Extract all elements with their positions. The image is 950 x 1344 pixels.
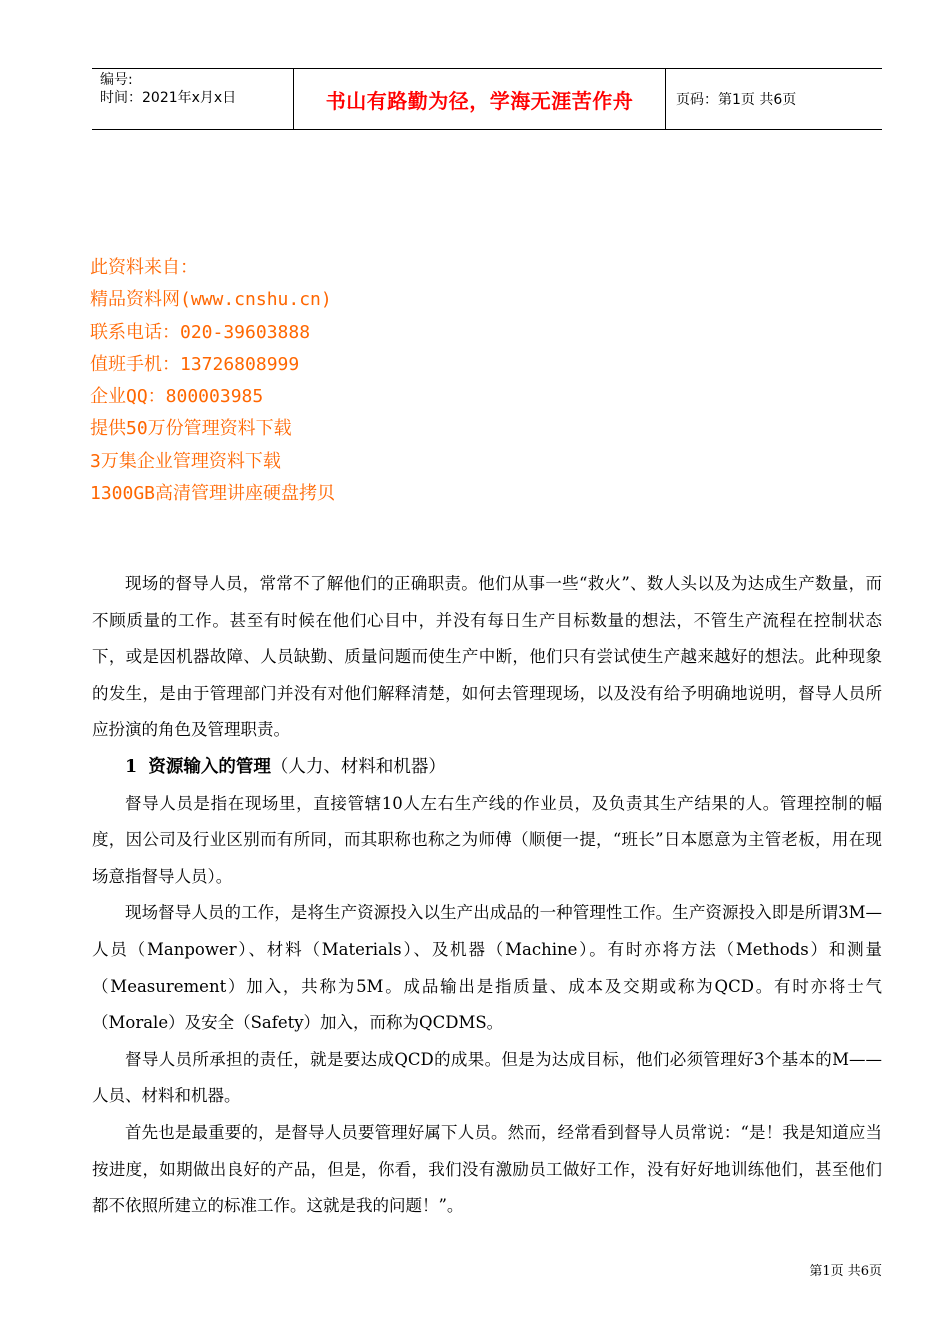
header-motto: 书山有路勤为径，学海无涯苦作舟 <box>325 88 634 113</box>
time-label: 时间：2021年x月x日 <box>100 90 237 106</box>
header-motto-cell <box>294 69 666 129</box>
promo-line: 此资料来自： <box>90 257 198 278</box>
page-header <box>92 68 882 130</box>
promo-line: 提供50万份管理资料下载 <box>90 418 292 440</box>
section-title: 资源输入的管理 <box>148 756 271 777</box>
paragraph: 首先也是最重要的，是督导人员要管理好属下人员。然而，经常看到督导人员常说：“是！我是知道应当按进度，如期做出良好的产品，但是，你看，我们没有激励员工做好工作，没有好好地训练他们，甚至他们都不依照所建立的标准工作。这就是我的问题！”。 <box>92 1122 882 1216</box>
paragraph: 现场督导人员的工作，是将生产资源投入以生产出成品的一种管理性工作。生产资源投入即是所谓3M—人员（Manpower）、材料（Materials）、及机器（Machine）。有时亦将方法（Methods）和测量（Measurement）加入，共称为5M。成品输出是指质量、成本及交期或称为QCD。有时亦将士气（Morale）及安全（Safety）加入，而称为QCDMS。 <box>92 903 882 1033</box>
promo-line: 企业QQ：800003985 <box>90 386 264 408</box>
document-body <box>92 566 882 1225</box>
number-label: 编号: <box>100 72 133 88</box>
promo-line: 精品资料网(www.cnshu.cn) <box>90 289 332 311</box>
promo-block <box>90 252 335 510</box>
paragraph: 督导人员所承担的责任，就是要达成QCD的成果。但是为达成目标，他们必须管理好3个基本的M——人员、材料和机器。 <box>92 1049 882 1106</box>
promo-line: 1300GB高清管理讲座硬盘拷贝 <box>90 483 336 505</box>
page-footer: 第1页 共6页 <box>809 1264 882 1279</box>
section-subtitle: （人力、材料和机器） <box>270 756 446 777</box>
promo-line: 联系电话：020-39603888 <box>90 321 311 343</box>
section-number: 1 <box>125 756 138 777</box>
promo-line: 值班手机：13726808999 <box>90 353 300 375</box>
header-meta <box>92 69 294 129</box>
section-heading <box>92 749 882 786</box>
header-page-cell <box>666 69 882 129</box>
paragraph: 督导人员是指在现场里，直接管辖10人左右生产线的作业员，及负责其生产结果的人。管理控制的幅度，因公司及行业区别而有所同，而其职称也称之为师傅（顺便一提，“班长”日本愿意为主管老板，用在现场意指督导人员）。 <box>92 793 882 886</box>
intro-paragraph: 现场的督导人员，常常不了解他们的正确职责。他们从事一些“救火”、数人头以及为达成生产数量，而不顾质量的工作。甚至有时候在他们心目中，并没有每日生产目标数量的想法，不管生产流程在控制状态下，或是因机器故障、人员缺勤、质量问题而使生产中断，他们只有尝试使生产越来越好的想法。此种现象的发生，是由于管理部门并没有对他们解释清楚，如何去管理现场，以及没有给予明确地说明，督导人员所应扮演的角色及管理职责。 <box>92 574 882 740</box>
promo-line: 3万集企业管理资料下载 <box>90 450 281 472</box>
header-page-label: 页码：第1页 共6页 <box>676 92 797 108</box>
